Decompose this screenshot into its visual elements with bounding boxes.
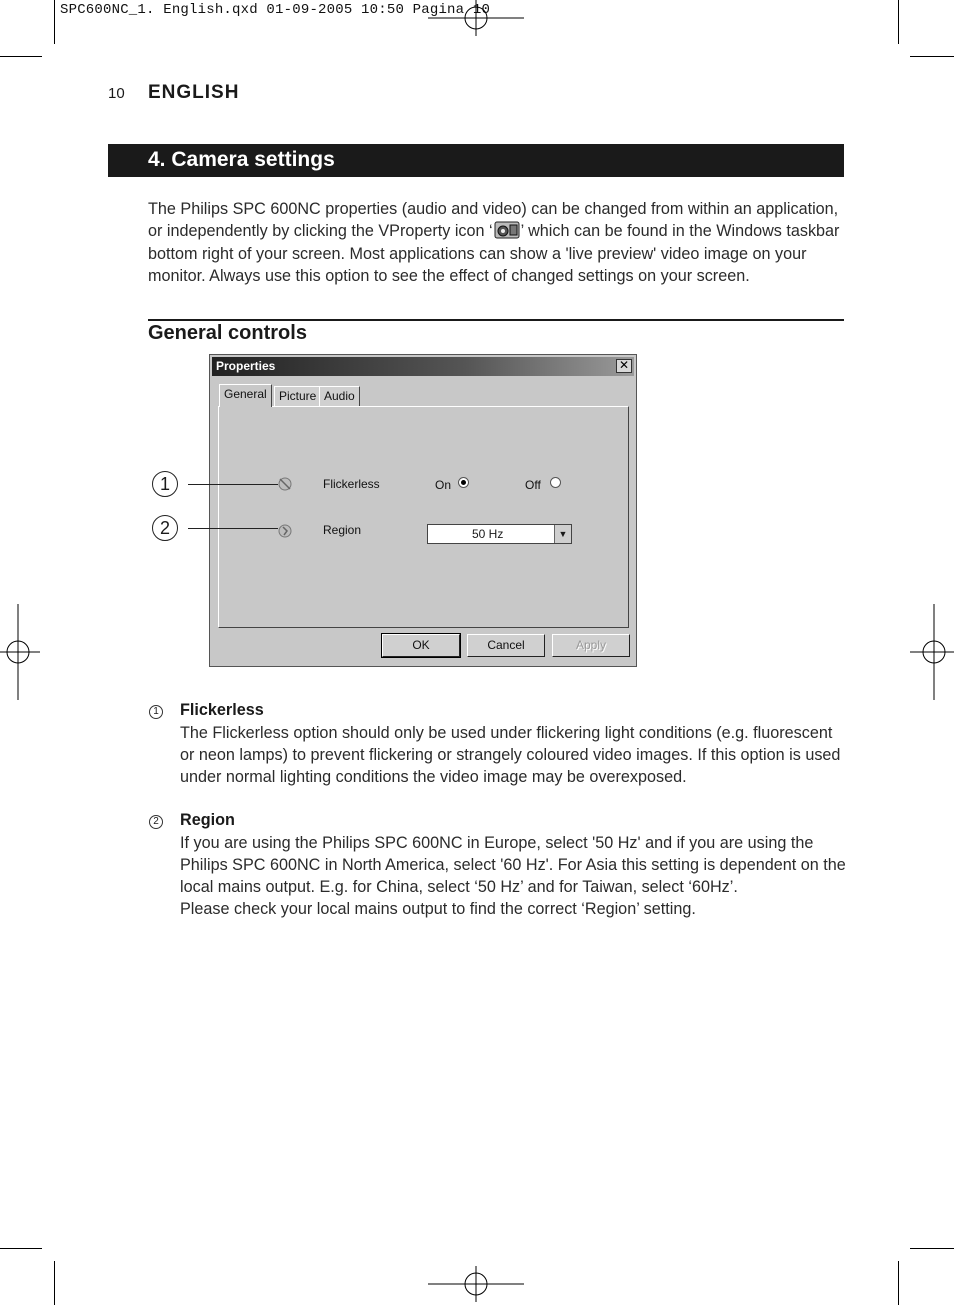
registration-mark-left bbox=[0, 604, 40, 700]
callout-leader-2 bbox=[188, 528, 278, 529]
section-title: 4. Camera settings bbox=[148, 148, 335, 171]
subsection-title: General controls bbox=[148, 322, 307, 344]
dialog-titlebar bbox=[212, 357, 634, 376]
callout-1: 1 bbox=[152, 471, 178, 497]
crop-mark bbox=[0, 56, 42, 57]
flickerless-label: Flickerless bbox=[323, 477, 380, 491]
flickerless-icon bbox=[277, 476, 293, 492]
crop-mark bbox=[898, 1261, 899, 1305]
item-body-region bbox=[180, 832, 848, 920]
crop-mark bbox=[0, 1248, 42, 1249]
flicker-on-label: On bbox=[435, 478, 452, 492]
crop-mark bbox=[54, 0, 55, 44]
apply-button[interactable]: Apply bbox=[552, 634, 630, 657]
region-select[interactable] bbox=[427, 524, 572, 544]
callout-leader-1 bbox=[188, 484, 278, 485]
item-title-flickerless: Flickerless bbox=[180, 701, 264, 719]
cancel-button[interactable]: Cancel bbox=[467, 634, 545, 657]
page-language: ENGLISH bbox=[148, 82, 240, 103]
flicker-off-radio[interactable] bbox=[550, 477, 561, 488]
ok-button[interactable]: OK bbox=[382, 634, 460, 657]
crop-mark bbox=[910, 1248, 954, 1249]
flicker-off-label: Off bbox=[525, 478, 541, 492]
tab-general[interactable]: General bbox=[219, 384, 272, 407]
intro-text-1: The Philips SPC 600NC properties (audio and video) can be changed from within an application, or independently by clicking the VProperty icon ‘ bbox=[148, 200, 839, 241]
item-body-flickerless bbox=[180, 722, 848, 788]
crop-mark bbox=[898, 0, 899, 44]
item-number-2: 2 bbox=[149, 815, 163, 829]
region-icon bbox=[277, 523, 293, 539]
properties-dialog bbox=[209, 354, 637, 667]
registration-mark-top bbox=[428, 0, 524, 36]
region-value: 50 Hz bbox=[472, 527, 504, 541]
region-label: Region bbox=[323, 523, 362, 537]
print-slug: SPC600NC_1. English.qxd 01-09-2005 10:50 Pagina 10 bbox=[60, 2, 491, 18]
close-icon[interactable]: ✕ bbox=[616, 359, 632, 373]
tab-picture[interactable]: Picture bbox=[274, 386, 321, 406]
crop-mark bbox=[910, 56, 954, 57]
vproperty-icon bbox=[494, 221, 520, 239]
item-text: The Flickerless option should only be used under flickering light conditions (e.g. fluorescent or neon lamps) to prevent flickering or strangely coloured video images. If this option is used under normal lighting conditions the video image may be overexposed. bbox=[180, 724, 841, 786]
callout-2: 2 bbox=[152, 515, 178, 541]
registration-mark-right bbox=[910, 604, 954, 700]
tab-audio[interactable]: Audio bbox=[319, 386, 360, 406]
item-note: Please check your local mains output to find the correct ‘Region’ setting. bbox=[180, 900, 696, 918]
intro-paragraph bbox=[148, 198, 848, 288]
registration-mark-bottom bbox=[428, 1266, 524, 1302]
item-number-1: 1 bbox=[149, 705, 163, 719]
chevron-down-icon[interactable]: ▼ bbox=[554, 525, 571, 543]
item-title-region: Region bbox=[180, 811, 235, 829]
flicker-on-radio[interactable] bbox=[458, 477, 469, 488]
dialog-title: Properties bbox=[216, 359, 276, 373]
crop-mark bbox=[54, 1261, 55, 1305]
general-panel bbox=[218, 406, 629, 628]
intro-text-2: ’ which can be found in the Windows taskbar bottom right of your screen. Most applications can show a 'live preview' video image on your monitor. Always use this option to see the effect of changed settings on your screen. bbox=[148, 222, 840, 286]
page-number: 10 bbox=[108, 85, 125, 102]
section-rule bbox=[148, 319, 844, 321]
item-text: If you are using the Philips SPC 600NC in Europe, select '50 Hz' and if you are using the Philips SPC 600NC in North America, select '60 Hz'. For Asia this setting is dependent on the local mains output. E.g. for China, select ‘50 Hz’ and for Taiwan, select ‘60Hz’. bbox=[180, 834, 846, 896]
